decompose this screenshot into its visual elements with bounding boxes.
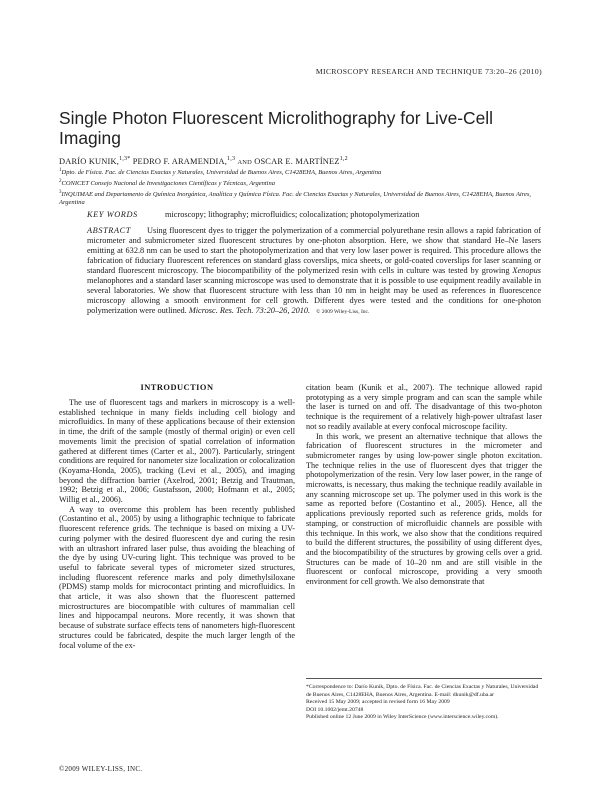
keywords-text: microscopy; lithography; microfluidics; colocalization; photopolymerization [165, 210, 420, 219]
affiliation-marker: 3 [59, 189, 62, 195]
affiliation [59, 167, 539, 178]
author-conjunction: AND [237, 158, 252, 166]
affiliations [59, 167, 539, 208]
abstract [87, 226, 541, 317]
abstract-text: Using fluorescent dyes to trigger the polymerization of a commercial polyurethane resin allows a rapid fabrication of micrometer and submicrometer sized fluorescent structures by one-photon absorption. Here, we show that standard He–Ne lasers emitting at 632.8 nm can be used to start the photopolymerization and that very low laser power is required. This procedure allows the fabrication of fiduciary fluorescent references on standard glass coverslips, mica sheets, or gold-coated coverslips for laser scanning or standard fluorescent microscopy. The biocompatibility of the polymerized resin with cells in culture was tested by growing [87, 226, 541, 275]
affiliation-text: CONICET Consejo Nacional de Investigaciones Científicas y Técnicas, Argentina [61, 179, 275, 187]
affiliation [59, 189, 539, 208]
body-paragraph: In this work, we present an alternative technique that allows the fabrication of fluorescent structures in the micrometer and submicrometer ranges by using low-power single photon excitation. The technique relies in the use of fluorescent dyes that trigger the photopolymerization of the resin. Very low laser power, in the range of microwatts, is necessary, thus making the technique readily available in any scanning microscope set up. The polymer used in this work is the same as reported before (Costantino et al., 2005). Hence, all the applications previously reported such as reference grids, molds for stamping, or construction of microfluidic channels are possible with this technique. In this work, we also show that the conditions required to build the different structures, the possibility of using different dyes, and the biocompatibility of the structures by growing cells over a grid. Structures can be made of 10–20 nm and are still visible in the fluorescent or confocal microscope, providing a very smooth environment for cell growth. We also demonstrate that [306, 431, 542, 587]
keywords-label: KEY WORDS [87, 210, 138, 219]
correspondence-note: *Correspondence to: Darío Kunik, Dpto. de Física. Fac. de Ciencias Exactas y Naturales, Universidad de Buenos Aires, C1428EHA, Buenos Aires, Argentina. E-mail: dkunik@df.uba.ar [306, 684, 539, 698]
author-name: PEDRO F. ARAMENDIA, [132, 156, 228, 166]
affiliation-marker: 2 [59, 178, 62, 184]
keywords [87, 210, 547, 219]
abstract-copyright: © 2009 Wiley-Liss, Inc. [316, 309, 370, 315]
author-affiliation-marker: 1,3* [119, 156, 131, 162]
author-name: OSCAR E. MARTÍNEZ [254, 156, 340, 166]
affiliation-text: INQUIMAE and Departamento de Química Inorgánica, Analítica y Química Física. Fac. de Ciencias Exactas y Naturales, Universidad de Buenos Aires, C1428EHA, Buenos Aires, Argentina [59, 190, 532, 207]
abstract-label: ABSTRACT [87, 226, 131, 235]
author-name: DARÍO KUNIK, [59, 156, 120, 166]
received-date: Received 15 May 2009; accepted in revised form 16 May 2009 [306, 699, 450, 706]
author-affiliation-marker: 1,2 [339, 156, 348, 162]
journal-header: MICROSCOPY RESEARCH AND TECHNIQUE 73:20–26 (2010) [315, 67, 542, 76]
paper-title: Single Photon Fluorescent Microlithography for Live-Cell Imaging [59, 108, 494, 148]
right-column [306, 383, 542, 587]
page-footer: ©2009 WILEY-LISS, INC. [59, 765, 143, 773]
body-paragraph: A way to overcome this problem has been recently published (Costantino et al., 2005) by using a lithographic technique to fabricate fluorescent reference grids. The technique is based on mixing a UV-curing polymer with the desired fluorescent dye and curing the resin with an ultrashort infrared laser pulse, thus avoiding the bleaching of the dye by using UV-curing light. This technique was proved to be useful to fabricate several types of micrometer sized structures, including fluorescent reference marks and poly dimethylsiloxane (PDMS) stamp molds for microcontact printing and microfluidics. In that article, it was also shown that the fluorescent patterned microstructures are biocompatible with cultures of mammalian cell lines and hippocampal neurons. More recently, it was shown that because of substrate surface effects tens of nanometers high-fluorescent structures could be fabricated, despite the much larger length of the focal volume of the ex- [59, 504, 295, 650]
abstract-italic-term: Xenopus [512, 266, 541, 275]
affiliation [59, 178, 539, 189]
published-online: Published online 12 June 2009 in Wiley InterScience (www.interscience.wiley.com). [306, 714, 499, 721]
affiliation-marker: 1 [59, 168, 62, 173]
left-column [59, 398, 295, 650]
footnote [306, 678, 542, 722]
affiliation-text: Dpto. de Física. Fac. de Ciencias Exactas y Naturales, Universidad de Buenos Aires, C1428EHA, Buenos Aires, Argentina [61, 169, 382, 177]
author-list [59, 156, 539, 166]
abstract-text-continued: melanophores and a standard laser scanning microscope was used to demonstrate that it is possible to use equipment readily available in several laboratories. We show that fluorescent structure with less than 10 nm in height may be used as references in fluorescence microscopy allowing a smooth environment for cell growth. Different dyes were tested and the conditions for one-photon polymerization were outlined. [87, 276, 541, 315]
body-paragraph: The use of fluorescent tags and markers in microscopy is a well-established technique in many fields including cell biology and microfluidics. In many of these applications because of their extension in time, the drift of the sample (mostly of thermal origin) or even cell movements limit the precision of spatial correlation of information gathered at different times (Carter et al., 2007). Particularly, stringent conditions are required for nanometer size localization or colocalization (Koyama-Honda, 2005), tracking (Levi et al., 2005), and imaging beyond the diffraction barrier (Axelrod, 2001; Betzig and Trautman, 1992; Betzig et al., 2006; Gustafsson, 2000; Hofmann et al., 2005; Willig et al., 2006). [59, 398, 295, 505]
abstract-citation: Microsc. Res. Tech. 73:20–26, 2010. [188, 306, 311, 315]
doi: DOI 10.1002/jemt.20748 [306, 706, 364, 713]
body-paragraph: citation beam (Kunik et al., 2007). The technique allowed rapid prototyping as a very simple program and can scan the sample while the laser is turned on and off. The disadvantage of this two-photon technique is the requirement of a relatively high-power ultrafast laser not so readily available at every confocal microscope facility. [306, 383, 542, 431]
section-heading: INTRODUCTION [140, 383, 214, 392]
author-affiliation-marker: 1,3 [227, 156, 236, 162]
